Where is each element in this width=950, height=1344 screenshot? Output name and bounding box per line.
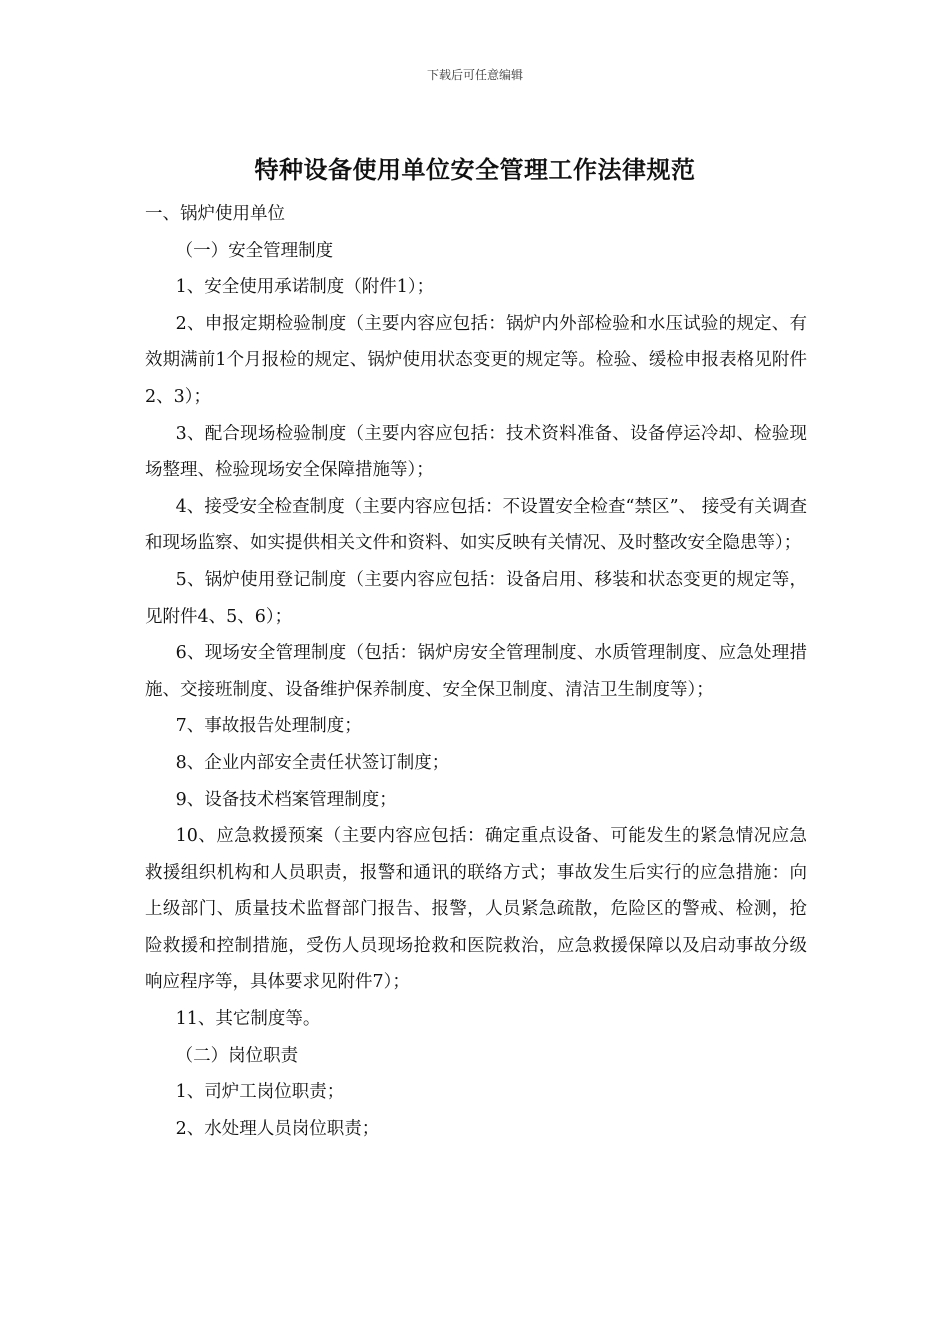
section-heading: 一、锅炉使用单位: [145, 204, 285, 224]
list-item: 5、锅炉使用登记制度（主要内容应包括：设备启用、移装和状态变更的规定等，见附件4、5、6）；: [145, 569, 807, 627]
document-title: 特种设备使用单位安全管理工作法律规范: [254, 155, 696, 184]
list-item: 11、其它制度等。: [175, 1009, 321, 1030]
list-item: 6、现场安全管理制度（包括：锅炉房安全管理制度、水质管理制度、应急处理措施、交接班制度、设备维护保养制度、安全保卫制度、清洁卫生制度等）；: [145, 643, 807, 700]
subsection-heading-job-duties: （二）岗位职责: [175, 1045, 299, 1066]
list-item: 4、接受安全检查制度（主要内容应包括：不设置安全检查“禁区”、 接受有关调查和现场监察、如实提供相关文件和资料、如实反映有关情况、及时整改安全隐患等）；: [145, 496, 807, 554]
list-item: 2、申报定期检验制度（主要内容应包括：锅炉内外部检验和水压试验的规定、有效期满前1个月报检的规定、锅炉使用状态变更的规定等。检验、缓检申报表格见附件2、3）；: [145, 313, 807, 407]
list-item: 9、设备技术档案管理制度；: [175, 789, 397, 810]
subsection-heading-safety-rules: （一）安全管理制度: [175, 240, 334, 261]
list-item: 3、配合现场检验制度（主要内容应包括：技术资料准备、设备停运冷却、检验现场整理、检验现场安全保障措施等）；: [145, 423, 807, 481]
list-item: 8、企业内部安全责任状签订制度；: [175, 752, 450, 773]
list-item: 1、司炉工岗位职责；: [175, 1082, 345, 1103]
header-note: 下载后可任意编辑: [426, 68, 523, 82]
list-item: 7、事故报告处理制度；: [175, 716, 362, 737]
list-item: 2、水处理人员岗位职责；: [175, 1118, 380, 1139]
list-item: 10、应急救援预案（主要内容应包括：确定重点设备、可能发生的紧急情况应急救援组织机构和人员职责，报警和通讯的联络方式；事故发生后实行的应急措施：向上级部门、质量技术监督部门报告、报警，人员紧急疏散，危险区的警戒、检测，抢险救援和控制措施，受伤人员现场抢救和医院救治，应急救援保障以及启动事故分级响应程序等，具体要求见附件7）；: [145, 826, 807, 993]
document-body: [145, 196, 807, 1147]
list-item: 1、安全使用承诺制度（附件1）；: [175, 277, 435, 298]
